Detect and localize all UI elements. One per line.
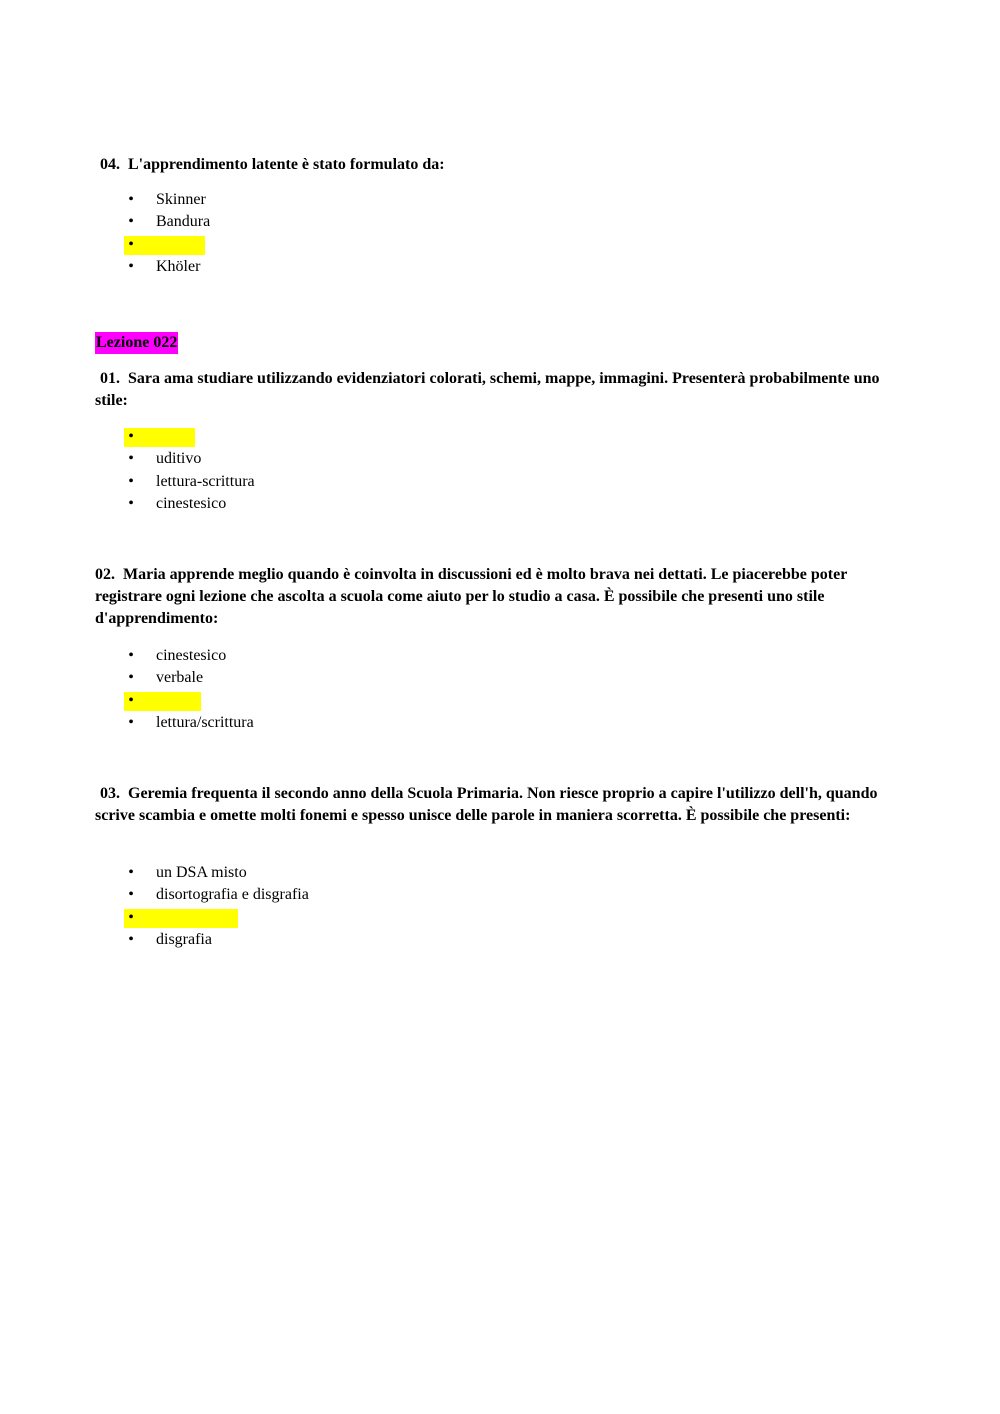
answer-label: Bandura bbox=[156, 213, 211, 231]
answer-option bbox=[120, 862, 309, 884]
answer-label: disgrafia bbox=[156, 930, 212, 948]
answer-label: lettura/scrittura bbox=[156, 713, 254, 731]
answer-option bbox=[120, 712, 254, 734]
options-list-q04 bbox=[120, 189, 210, 278]
answer-label: Skinner bbox=[156, 191, 206, 208]
options-list-q03 bbox=[120, 862, 309, 951]
answer-option bbox=[120, 189, 210, 211]
answer-label: verbale bbox=[156, 669, 204, 687]
question-number: 03. bbox=[100, 785, 120, 802]
bullet-icon: • bbox=[128, 647, 134, 664]
bullet-icon: • bbox=[128, 191, 134, 208]
answer-label: un DSA misto bbox=[156, 864, 247, 881]
answer-option bbox=[120, 471, 255, 493]
bullet-icon: • bbox=[128, 713, 134, 731]
question-02 bbox=[95, 564, 905, 630]
lesson-heading: Lezione 022 bbox=[95, 332, 178, 354]
bullet-icon: • bbox=[128, 494, 134, 512]
answer-option bbox=[120, 667, 254, 689]
question-number: 02. bbox=[95, 566, 115, 583]
answer-option bbox=[120, 884, 309, 906]
question-04 bbox=[95, 154, 905, 176]
bullet-icon: • bbox=[128, 886, 134, 904]
bullet-icon: • bbox=[128, 257, 134, 275]
answer-option bbox=[120, 234, 210, 256]
answer-label: Khöler bbox=[156, 257, 201, 275]
answer-option bbox=[120, 426, 255, 448]
bullet-icon: • bbox=[128, 213, 134, 231]
bullet-icon: • bbox=[128, 691, 134, 709]
question-text: Sara ama studiare utilizzando evidenziatori colorati, schemi, mappe, immagini. Presenterà probabilmente uno stile: bbox=[95, 370, 880, 409]
bullet-icon: • bbox=[128, 450, 134, 468]
question-text: Maria apprende meglio quando è coinvolta in discussioni ed è molto brava nei dettati. Le piacerebbe poter registrare ogni lezione che ascolta a scuola come aiuto per lo studio a casa. È possibile che presenti uno stile d'apprendimento: bbox=[95, 566, 847, 627]
answer-label: disortografia e disgrafia bbox=[156, 886, 309, 904]
answer-option bbox=[120, 645, 254, 667]
answer-label: cinestesico bbox=[156, 494, 227, 512]
question-03 bbox=[95, 783, 905, 827]
question-text: Geremia frequenta il secondo anno della Scuola Primaria. Non riesce proprio a capire l'utilizzo dell'h, quando scrive scambia e omette molti fonemi e spesso unisce delle parole in maniera scorretta. È possibile che presenti: bbox=[95, 785, 878, 824]
question-number: 01. bbox=[100, 370, 120, 387]
bullet-icon: • bbox=[128, 908, 134, 926]
answer-option bbox=[120, 690, 254, 712]
question-text: L'apprendimento latente è stato formulato da: bbox=[128, 156, 445, 173]
options-list-q01 bbox=[120, 426, 255, 515]
answer-option bbox=[120, 929, 309, 951]
answer-option bbox=[120, 493, 255, 515]
bullet-icon: • bbox=[128, 472, 134, 490]
answer-label: lettura-scrittura bbox=[156, 472, 255, 490]
answer-option bbox=[120, 256, 210, 278]
answer-option bbox=[120, 448, 255, 470]
question-01 bbox=[95, 368, 905, 412]
bullet-icon: • bbox=[128, 428, 134, 445]
answer-option bbox=[120, 211, 210, 233]
question-number: 04. bbox=[100, 156, 120, 173]
bullet-icon: • bbox=[128, 669, 134, 687]
bullet-icon: • bbox=[128, 235, 134, 253]
bullet-icon: • bbox=[128, 864, 134, 881]
answer-label: cinestesico bbox=[156, 647, 227, 664]
options-list-q02 bbox=[120, 645, 254, 734]
answer-label: uditivo bbox=[156, 450, 202, 468]
answer-option bbox=[120, 907, 309, 929]
answer-highlight bbox=[124, 236, 205, 255]
answer-highlight bbox=[124, 909, 238, 928]
bullet-icon: • bbox=[128, 930, 134, 948]
